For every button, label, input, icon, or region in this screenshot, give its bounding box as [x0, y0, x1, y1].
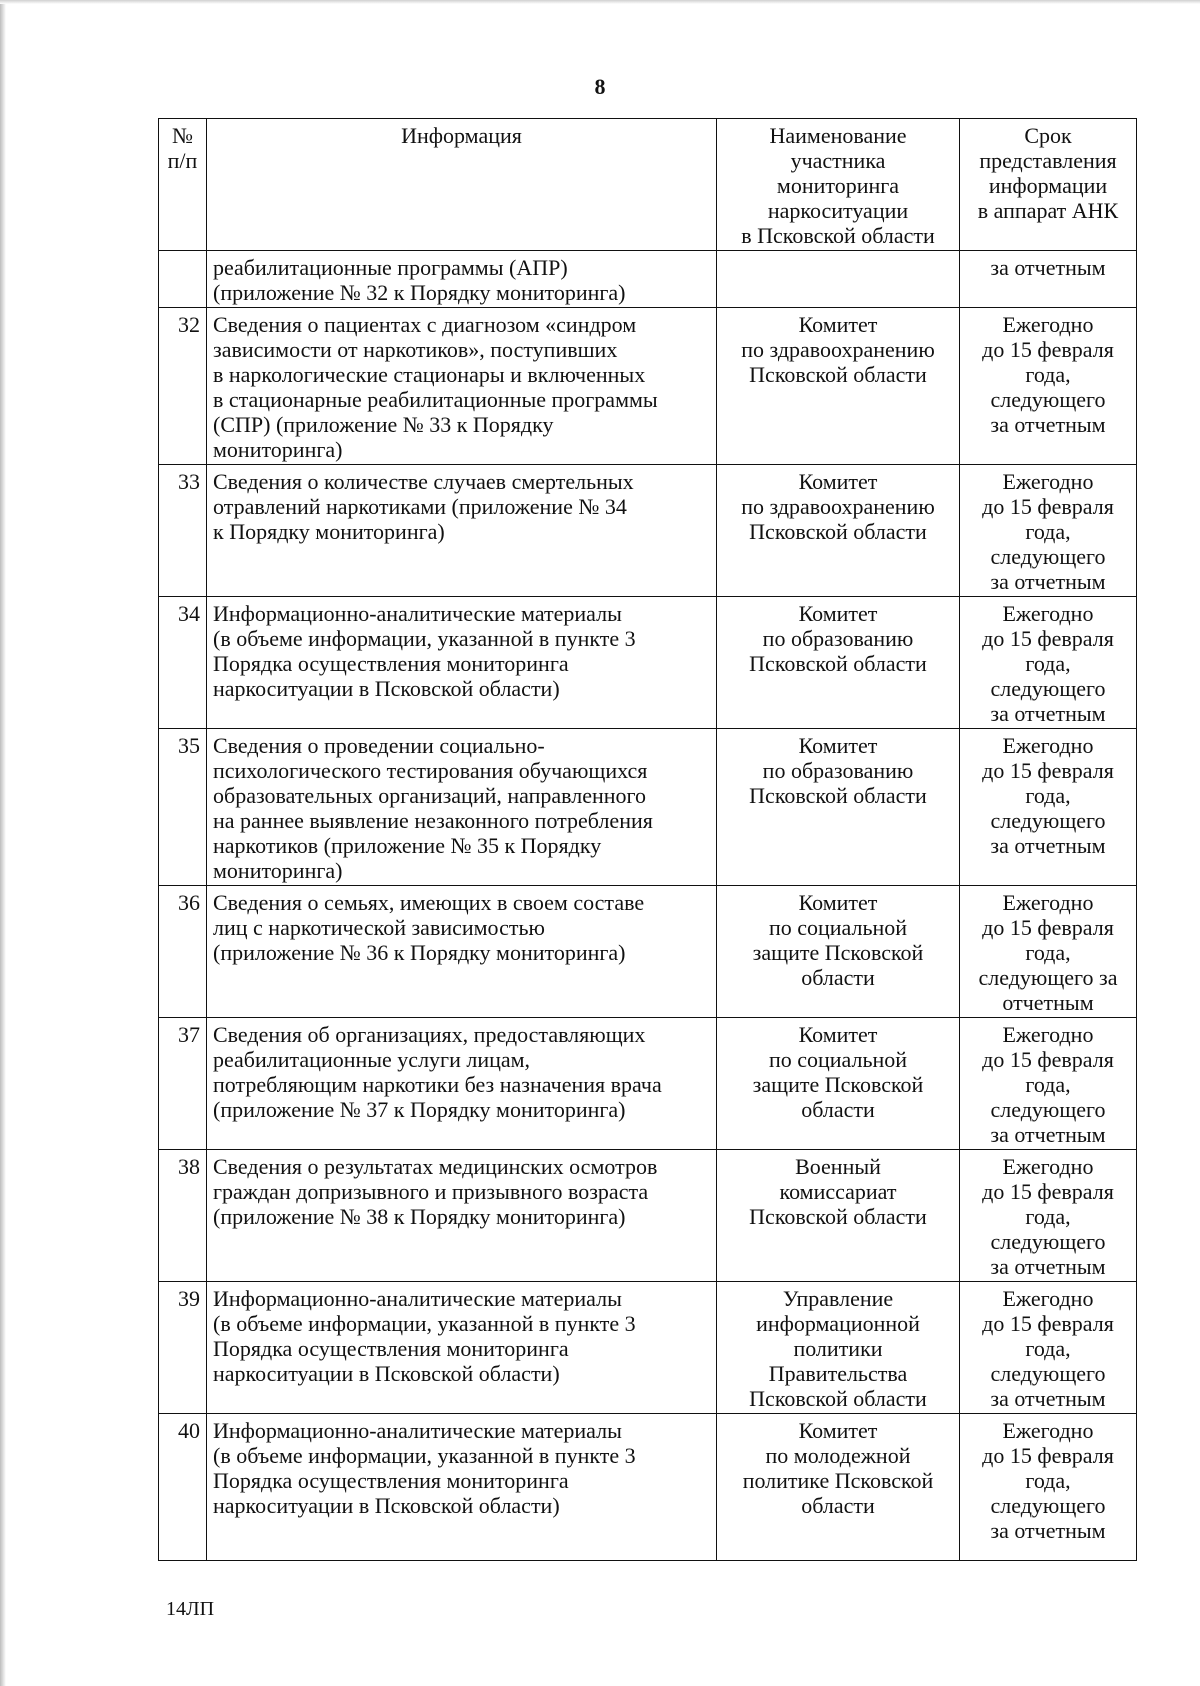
header-information [207, 119, 717, 251]
cell-text-line: защите Псковской [752, 1072, 924, 1097]
header-line: в аппарат АНК [977, 198, 1119, 223]
row-deadline-cell [960, 597, 1137, 729]
cell-text-line: области [801, 965, 875, 990]
cell-text-line: до 15 февраля [982, 758, 1114, 783]
header-number [159, 119, 207, 251]
table-header-row [159, 119, 1137, 251]
row-deadline-cell [960, 1414, 1137, 1561]
table-row [159, 1150, 1137, 1282]
cell-text-line: Информационно-аналитические материалы [213, 1418, 622, 1443]
cell-text-line: на раннее выявление незаконного потребления [213, 808, 653, 833]
cell-text-line: Комитет [798, 1022, 878, 1047]
row-deadline-cell [960, 308, 1137, 465]
cell-text-line: следующего [990, 676, 1106, 701]
cell-text-line: по образованию [762, 758, 914, 783]
cell-text-line: года, [1025, 1072, 1071, 1097]
cell-text-line: до 15 февраля [982, 1179, 1114, 1204]
cell-text-line: за отчетным [990, 1518, 1106, 1543]
header-line: Срок [1024, 123, 1072, 148]
cell-text-line: за отчетным [990, 412, 1106, 437]
monitoring-table [158, 118, 1137, 1561]
row-participant-cell [717, 886, 960, 1018]
cell-text-line: Ежегодно [1002, 1022, 1094, 1047]
footer-document-code: 14ЛП [166, 1598, 215, 1620]
row-deadline-cell [960, 1018, 1137, 1150]
cell-text-line: следующего [990, 387, 1106, 412]
cell-text-line: Псковской области [749, 1386, 927, 1411]
cell-text-line: до 15 февраля [982, 1443, 1114, 1468]
header-line: информации [988, 173, 1108, 198]
cell-text-line: до 15 февраля [982, 1311, 1114, 1336]
cell-text-line: следующего [990, 1361, 1106, 1386]
cell-text-line: Военный [795, 1154, 881, 1179]
cell-text-line: Порядка осуществления мониторинга [213, 1468, 569, 1493]
table-row [159, 597, 1137, 729]
cell-text-line: (в объеме информации, указанной в пункте 3 [213, 626, 636, 651]
row-deadline-cell [960, 465, 1137, 597]
cell-text-line: за отчетным [990, 1254, 1106, 1279]
cell-text-line: Управление [782, 1286, 894, 1311]
cell-text-line: зависимости от наркотиков», поступивших [213, 337, 618, 362]
cell-text-line: года, [1025, 1204, 1071, 1229]
header-line: Информация [401, 123, 522, 148]
cell-text-line: Псковской области [749, 1204, 927, 1229]
cell-text-line: наркоситуации в Псковской области) [213, 1493, 560, 1518]
table-row [159, 465, 1137, 597]
cell-text-line: года, [1025, 651, 1071, 676]
row-information-cell [207, 1282, 717, 1414]
cell-text-line: мониторинга) [213, 858, 343, 883]
cell-text-line: по образованию [762, 626, 914, 651]
row-deadline-cell [960, 729, 1137, 886]
row-deadline-cell [960, 1150, 1137, 1282]
cell-text-line: за отчетным [990, 569, 1106, 594]
table-body [159, 251, 1137, 1561]
cell-text-line: по здравоохранению [741, 337, 935, 362]
cell-text-line: к Порядку мониторинга) [213, 519, 445, 544]
cell-text-line: области [801, 1493, 875, 1518]
cell-text-line: Псковской области [749, 519, 927, 544]
cell-text-line: до 15 февраля [982, 337, 1114, 362]
row-number-cell: 40 [159, 1414, 207, 1561]
cell-text-line: по социальной [768, 1047, 908, 1072]
cell-text-line: за отчетным [990, 1122, 1106, 1147]
cell-text-line: следующего за [978, 965, 1118, 990]
cell-text-line: (приложение № 38 к Порядку мониторинга) [213, 1204, 626, 1229]
row-number-cell: 33 [159, 465, 207, 597]
cell-text-line: политике Псковской [742, 1468, 934, 1493]
table-row [159, 308, 1137, 465]
cell-text-line: года, [1025, 783, 1071, 808]
cell-text-line: следующего [990, 544, 1106, 569]
cell-text-line: реабилитационные программы (АПР) [213, 255, 568, 280]
cell-text-line: за отчетным [990, 701, 1106, 726]
cell-text-line: Комитет [798, 469, 878, 494]
table-row [159, 1282, 1137, 1414]
cell-text-line: Ежегодно [1002, 1154, 1094, 1179]
row-information-cell [207, 465, 717, 597]
cell-text-line: до 15 февраля [982, 915, 1114, 940]
cell-text-line: Порядка осуществления мониторинга [213, 651, 569, 676]
row-participant-cell [717, 597, 960, 729]
cell-text-line: мониторинга) [213, 437, 343, 462]
cell-text-line: Сведения о количестве случаев смертельных [213, 469, 634, 494]
cell-text-line: по молодежной [765, 1443, 911, 1468]
cell-text-line: до 15 февраля [982, 626, 1114, 651]
cell-text-line: отчетным [1002, 990, 1094, 1015]
row-information-cell [207, 251, 717, 308]
row-information-cell [207, 308, 717, 465]
cell-text-line: за отчетным [990, 255, 1106, 280]
cell-text-line: Информационно-аналитические материалы [213, 1286, 622, 1311]
cell-text-line: Ежегодно [1002, 601, 1094, 626]
row-information-cell [207, 1150, 717, 1282]
cell-text-line: Ежегодно [1002, 890, 1094, 915]
cell-text-line: года, [1025, 940, 1071, 965]
cell-text-line: года, [1025, 1468, 1071, 1493]
row-number-cell: 32 [159, 308, 207, 465]
cell-text-line: следующего [990, 1493, 1106, 1518]
cell-text-line: Комитет [798, 312, 878, 337]
cell-text-line: Ежегодно [1002, 1418, 1094, 1443]
row-participant-cell [717, 1018, 960, 1150]
scan-left-edge [0, 0, 6, 1686]
cell-text-line: по социальной [768, 915, 908, 940]
cell-text-line: Комитет [798, 733, 878, 758]
row-number-cell: 36 [159, 886, 207, 1018]
cell-text-line: (в объеме информации, указанной в пункте 3 [213, 1443, 636, 1468]
row-information-cell [207, 1018, 717, 1150]
cell-text-line: (в объеме информации, указанной в пункте 3 [213, 1311, 636, 1336]
header-line: наркоситуации [767, 198, 909, 223]
header-line: мониторинга [776, 173, 900, 198]
cell-text-line: (приложение № 37 к Порядку мониторинга) [213, 1097, 626, 1122]
row-participant-cell [717, 1414, 960, 1561]
cell-text-line: наркоситуации в Псковской области) [213, 1361, 560, 1386]
table-row [159, 729, 1137, 886]
row-participant-cell [717, 1282, 960, 1414]
header-line: участника [790, 148, 886, 173]
cell-text-line: Ежегодно [1002, 312, 1094, 337]
header-line: Наименование [769, 123, 907, 148]
cell-text-line: до 15 февраля [982, 494, 1114, 519]
cell-text-line: до 15 февраля [982, 1047, 1114, 1072]
cell-text-line: следующего [990, 1229, 1106, 1254]
cell-text-line: Сведения о проведении социально- [213, 733, 545, 758]
row-number-cell: 35 [159, 729, 207, 886]
table-row [159, 1018, 1137, 1150]
row-participant-cell [717, 308, 960, 465]
row-deadline-cell [960, 886, 1137, 1018]
cell-text-line: в наркологические стационары и включенных [213, 362, 646, 387]
cell-text-line: информационной [756, 1311, 920, 1336]
cell-text-line: Правительства [768, 1361, 908, 1386]
row-participant-cell [717, 251, 960, 308]
page-number: 8 [594, 74, 606, 99]
row-number-cell: 34 [159, 597, 207, 729]
cell-text-line: Комитет [798, 601, 878, 626]
cell-text-line: комиссариат [779, 1179, 897, 1204]
cell-text-line: Ежегодно [1002, 733, 1094, 758]
cell-text-line: отравлений наркотиками (приложение № 34 [213, 494, 627, 519]
row-information-cell [207, 886, 717, 1018]
header-line: в Псковской области [741, 223, 935, 248]
cell-text-line: (приложение № 32 к Порядку мониторинга) [213, 280, 626, 305]
row-information-cell [207, 1414, 717, 1561]
row-deadline-cell [960, 251, 1137, 308]
cell-text-line: граждан допризывного и призывного возраста [213, 1179, 649, 1204]
cell-text-line: Порядка осуществления мониторинга [213, 1336, 569, 1361]
cell-text-line: следующего [990, 808, 1106, 833]
row-information-cell [207, 597, 717, 729]
cell-text-line: Псковской области [749, 362, 927, 387]
table-row [159, 251, 1137, 308]
cell-text-line: наркотиков (приложение № 35 к Порядку [213, 833, 602, 858]
table-row [159, 1414, 1137, 1561]
cell-text-line: образовательных организаций, направленного [213, 783, 647, 808]
cell-text-line: наркоситуации в Псковской области) [213, 676, 560, 701]
cell-text-line: Комитет [798, 1418, 878, 1443]
row-deadline-cell [960, 1282, 1137, 1414]
cell-text-line: области [801, 1097, 875, 1122]
cell-text-line: психологического тестирования обучающихся [213, 758, 648, 783]
cell-text-line: Сведения об организациях, предоставляющих [213, 1022, 646, 1047]
cell-text-line: Комитет [798, 890, 878, 915]
cell-text-line: за отчетным [990, 833, 1106, 858]
header-deadline [960, 119, 1137, 251]
row-number-cell: 39 [159, 1282, 207, 1414]
scan-top-edge [0, 0, 1200, 4]
cell-text-line: Информационно-аналитические материалы [213, 601, 622, 626]
cell-text-line: в стационарные реабилитационные программы [213, 387, 658, 412]
cell-text-line: года, [1025, 1336, 1071, 1361]
cell-text-line: года, [1025, 519, 1071, 544]
table-row [159, 886, 1137, 1018]
cell-text-line: лиц с наркотической зависимостью [213, 915, 545, 940]
row-participant-cell [717, 1150, 960, 1282]
cell-text-line: Ежегодно [1002, 469, 1094, 494]
row-participant-cell [717, 729, 960, 886]
cell-text-line: Псковской области [749, 783, 927, 808]
cell-text-line: года, [1025, 362, 1071, 387]
row-number-cell: 38 [159, 1150, 207, 1282]
header-line: п/п [167, 148, 198, 173]
cell-text-line: (приложение № 36 к Порядку мониторинга) [213, 940, 626, 965]
cell-text-line: (СПР) (приложение № 33 к Порядку [213, 412, 554, 437]
cell-text-line: политики [793, 1336, 883, 1361]
cell-text-line: за отчетным [990, 1386, 1106, 1411]
cell-text-line: реабилитационные услуги лицам, [213, 1047, 531, 1072]
cell-text-line: Сведения о пациентах с диагнозом «синдром [213, 312, 637, 337]
cell-text-line: защите Псковской [752, 940, 924, 965]
cell-text-line: Сведения о семьях, имеющих в своем составе [213, 890, 645, 915]
header-line: № [172, 123, 193, 148]
row-number-cell: 37 [159, 1018, 207, 1150]
cell-text-line: Ежегодно [1002, 1286, 1094, 1311]
cell-text-line: потребляющим наркотики без назначения врача [213, 1072, 662, 1097]
row-number-cell [159, 251, 207, 308]
row-participant-cell [717, 465, 960, 597]
cell-text-line: Сведения о результатах медицинских осмотров [213, 1154, 658, 1179]
row-information-cell [207, 729, 717, 886]
cell-text-line: Псковской области [749, 651, 927, 676]
header-line: представления [979, 148, 1117, 173]
cell-text-line: следующего [990, 1097, 1106, 1122]
cell-text-line: по здравоохранению [741, 494, 935, 519]
header-participant [717, 119, 960, 251]
